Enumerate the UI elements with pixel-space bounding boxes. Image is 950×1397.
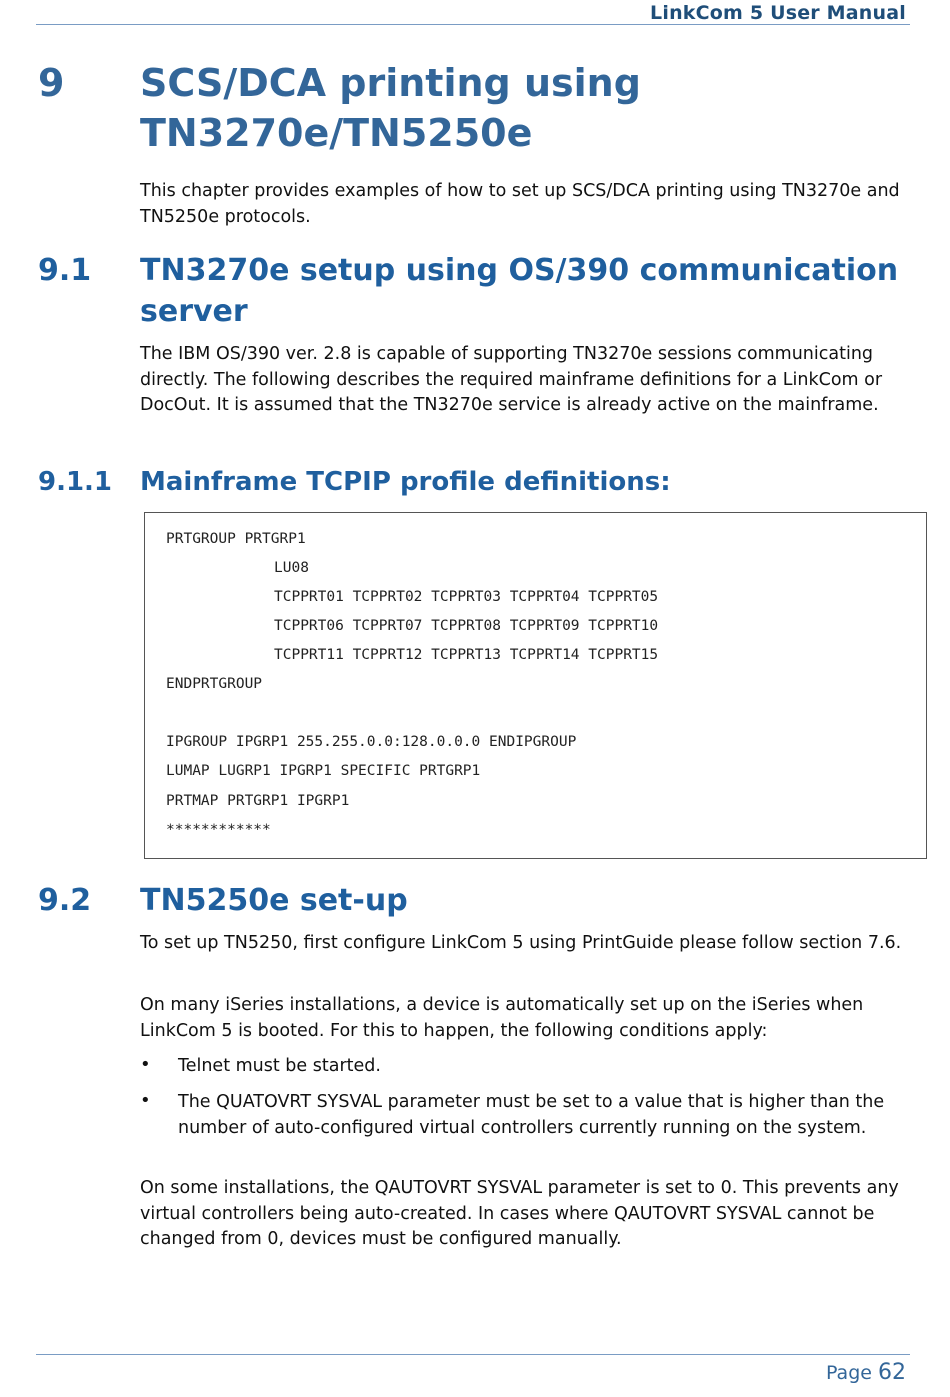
code-line: ENDPRTGROUP (166, 676, 263, 692)
section-9-1-1-title: Mainframe TCPIP profile definitions: (140, 467, 671, 497)
code-line: TCPPRT01 TCPPRT02 TCPPRT03 TCPPRT04 TCPPRT05 (274, 589, 659, 605)
code-line: PRTMAP PRTGRP1 IPGRP1 (166, 793, 350, 809)
section-9-2-para-1: To set up TN5250, first configure LinkCom 5 using PrintGuide please follow section 7.6. (140, 933, 902, 953)
code-line: TCPPRT06 TCPPRT07 TCPPRT08 TCPPRT09 TCPPRT10 (274, 618, 659, 634)
chapter-number: 9 (38, 61, 65, 105)
chapter-title: SCS/DCA printing using TN3270e/TN5250e (140, 61, 641, 155)
footer-divider (36, 1354, 910, 1355)
bullet-item: The QUATOVRT SYSVAL parameter must be set to a value that is higher than the number of auto-configured virtual controllers currently running on the system. (178, 1092, 885, 1138)
section-9-1-title: TN3270e setup using OS/390 communication server (140, 253, 899, 329)
section-9-1-body: The IBM OS/390 ver. 2.8 is capable of supporting TN3270e sessions communicating directly. The following describes the required mainframe definitions for a LinkCom or DocOut. It is assumed that the TN3270e service is already active on the mainframe. (140, 344, 883, 415)
code-block (144, 512, 927, 859)
code-line: IPGROUP IPGRP1 255.255.0.0:128.0.0.0 ENDIPGROUP (166, 734, 577, 750)
bullet-icon: • (140, 1090, 151, 1111)
running-header-title: LinkCom 5 User Manual (650, 2, 906, 24)
page-label: Page (825, 1362, 872, 1384)
section-9-2-title: TN5250e set-up (140, 883, 408, 918)
page-number (826, 1360, 906, 1385)
code-line: LU08 (274, 560, 309, 576)
code-line: ************ (166, 822, 271, 838)
section-9-1-number: 9.1 (38, 253, 92, 288)
header-divider (36, 24, 910, 25)
section-9-1-1-number: 9.1.1 (38, 467, 113, 497)
bullet-icon: • (140, 1054, 151, 1075)
chapter-intro: This chapter provides examples of how to set up SCS/DCA printing using TN3270e and TN5250e protocols. (140, 181, 900, 227)
section-9-2-para-3: On some installations, the QAUTOVRT SYSVAL parameter is set to 0. This prevents any virtual controllers being auto-created. In cases where QAUTOVRT SYSVAL cannot be changed from 0, devices must be configured manually. (140, 1178, 899, 1249)
code-line: LUMAP LUGRP1 IPGRP1 SPECIFIC PRTGRP1 (166, 763, 481, 779)
code-line: TCPPRT11 TCPPRT12 TCPPRT13 TCPPRT14 TCPPRT15 (274, 647, 659, 663)
page-number-value: 62 (878, 1360, 906, 1385)
section-9-2-number: 9.2 (38, 883, 92, 918)
section-9-2-para-2: On many iSeries installations, a device is automatically set up on the iSeries when LinkCom 5 is booted. For this to happen, the following conditions apply: (140, 995, 864, 1041)
bullet-item: Telnet must be started. (178, 1056, 381, 1076)
code-line: PRTGROUP PRTGRP1 (166, 531, 306, 547)
